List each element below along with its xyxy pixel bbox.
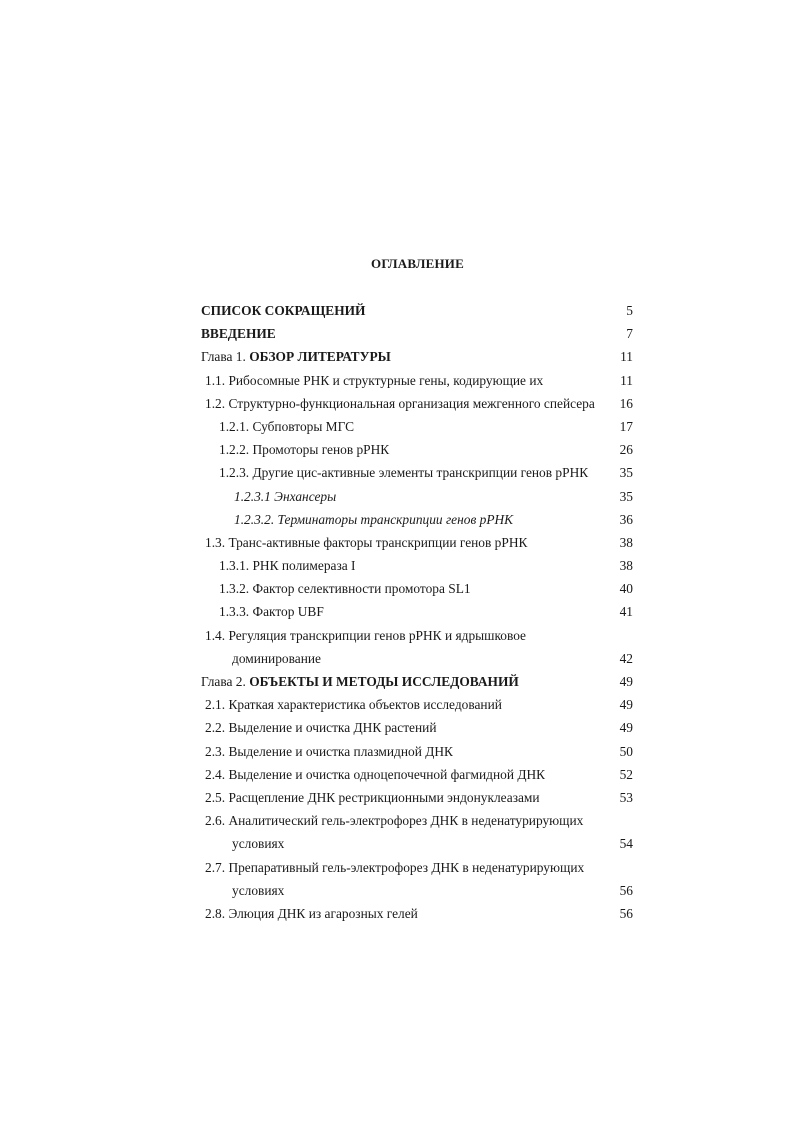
toc-entry-title: 2.3. Выделение и очистка плазмидной ДНК <box>205 743 453 759</box>
toc-entry <box>0 696 795 719</box>
table-of-contents <box>0 302 795 928</box>
toc-entry-page: 54 <box>619 836 633 852</box>
toc-entry-page: 35 <box>619 465 633 481</box>
toc-entry-title: 2.2. Выделение и очистка ДНК растений <box>205 720 437 736</box>
toc-entry-page: 11 <box>620 372 633 388</box>
toc-entry-title: 1.3. Транс-активные факторы транскрипции генов рРНК <box>205 534 528 550</box>
toc-entry-page: 17 <box>619 418 633 434</box>
toc-entry-title: 2.1. Краткая характеристика объектов исследований <box>205 697 502 713</box>
toc-entry <box>0 511 795 534</box>
toc-entry-title: 1.2. Структурно-функциональная организация межгенного спейсера <box>205 395 595 411</box>
toc-entry <box>0 372 795 395</box>
toc-entry-title: 1.2.2. Промоторы генов рРНК <box>219 442 390 458</box>
toc-entry-title: условиях <box>232 836 285 852</box>
toc-entry <box>0 580 795 603</box>
toc-entry-title: 1.2.1. Субповторы МГС <box>219 418 355 434</box>
toc-entry <box>0 812 795 835</box>
toc-entry-page: 49 <box>619 674 633 689</box>
toc-entry-page: 41 <box>619 604 633 620</box>
toc-entry <box>0 557 795 580</box>
toc-entry <box>0 627 795 650</box>
toc-entry-page: 49 <box>619 720 633 736</box>
toc-entry <box>0 395 795 418</box>
toc-entry <box>0 743 795 766</box>
toc-entry-title: 1.3.2. Фактор селективности промотора SL1 <box>219 581 471 597</box>
toc-entry-page: 38 <box>619 534 633 550</box>
toc-entry-page: 50 <box>619 743 633 759</box>
toc-entry <box>0 603 795 626</box>
toc-entry <box>0 673 795 696</box>
toc-entry <box>0 418 795 441</box>
toc-entry-page: 16 <box>619 395 633 411</box>
toc-title: ОГЛАВЛЕНИЕ <box>371 256 464 271</box>
toc-entry-title: 1.3.3. Фактор UBF <box>219 604 324 620</box>
toc-entry <box>0 650 795 673</box>
toc-entry-page: 52 <box>619 766 633 782</box>
toc-entry <box>0 534 795 557</box>
toc-entry-title: 2.8. Элюция ДНК из агарозных гелей <box>205 905 418 921</box>
toc-entry-title: 1.2.3. Другие цис-активные элементы транскрипции генов рРНК <box>219 465 589 481</box>
toc-entry-page: 56 <box>619 882 633 898</box>
toc-entry-title: доминирование <box>232 650 321 666</box>
toc-entry <box>0 835 795 858</box>
toc-entry-page: 38 <box>619 558 633 574</box>
toc-entry <box>0 302 795 325</box>
toc-entry-page: 35 <box>619 488 633 504</box>
toc-entry-page: 42 <box>619 650 633 666</box>
toc-entry <box>0 719 795 742</box>
toc-entry-title: 2.4. Выделение и очистка одноцепочечной фагмидной ДНК <box>205 766 546 782</box>
toc-entry-page: 36 <box>619 511 633 527</box>
toc-entry-page: 26 <box>619 442 633 458</box>
toc-entry-title: ВВЕДЕНИЕ <box>201 326 276 342</box>
toc-entry <box>0 464 795 487</box>
toc-entry-title: 1.4. Регуляция транскрипции генов рРНК и ядрышковое <box>205 627 526 643</box>
toc-entry-page: 49 <box>619 697 633 713</box>
toc-entry-title: 2.7. Препаративный гель-электрофорез ДНК в неденатурирующих <box>205 859 585 875</box>
toc-entry-page: 40 <box>619 581 633 597</box>
toc-entry-title: Глава 1. ОБЗОР ЛИТЕРАТУРЫ <box>201 349 391 365</box>
toc-entry-title: 1.3.1. РНК полимераза I <box>219 558 356 574</box>
toc-entry-page: 53 <box>619 789 633 805</box>
toc-entry-title: 1.2.3.2. Терминаторы транскрипции генов рРНК <box>234 511 514 527</box>
toc-entry <box>0 348 795 371</box>
toc-entry-page: 56 <box>619 905 633 921</box>
toc-entry <box>0 488 795 511</box>
toc-entry-title: 2.5. Расщепление ДНК рестрикционными эндонуклеазами <box>205 789 540 805</box>
toc-entry-title: 1.1. Рибосомные РНК и структурные гены, кодирующие их <box>205 372 544 388</box>
toc-entry <box>0 882 795 905</box>
toc-entry <box>0 789 795 812</box>
toc-entry-page: 5 <box>626 303 633 318</box>
toc-entry-page: 7 <box>626 326 633 342</box>
toc-entry <box>0 325 795 348</box>
toc-entry-title: 1.2.3.1 Энхансеры <box>234 488 337 504</box>
toc-entry-title: условиях <box>232 882 285 898</box>
toc-entry <box>0 441 795 464</box>
toc-entry-title: Глава 2. ОБЪЕКТЫ И МЕТОДЫ ИССЛЕДОВАНИЙ <box>201 674 519 689</box>
toc-entry <box>0 905 795 928</box>
toc-entry <box>0 859 795 882</box>
toc-entry-title: 2.6. Аналитический гель-электрофорез ДНК в неденатурирующих <box>205 813 584 829</box>
toc-entry-page: 11 <box>620 349 633 365</box>
toc-entry <box>0 766 795 789</box>
toc-entry-title: СПИСОК СОКРАЩЕНИЙ <box>201 303 366 318</box>
